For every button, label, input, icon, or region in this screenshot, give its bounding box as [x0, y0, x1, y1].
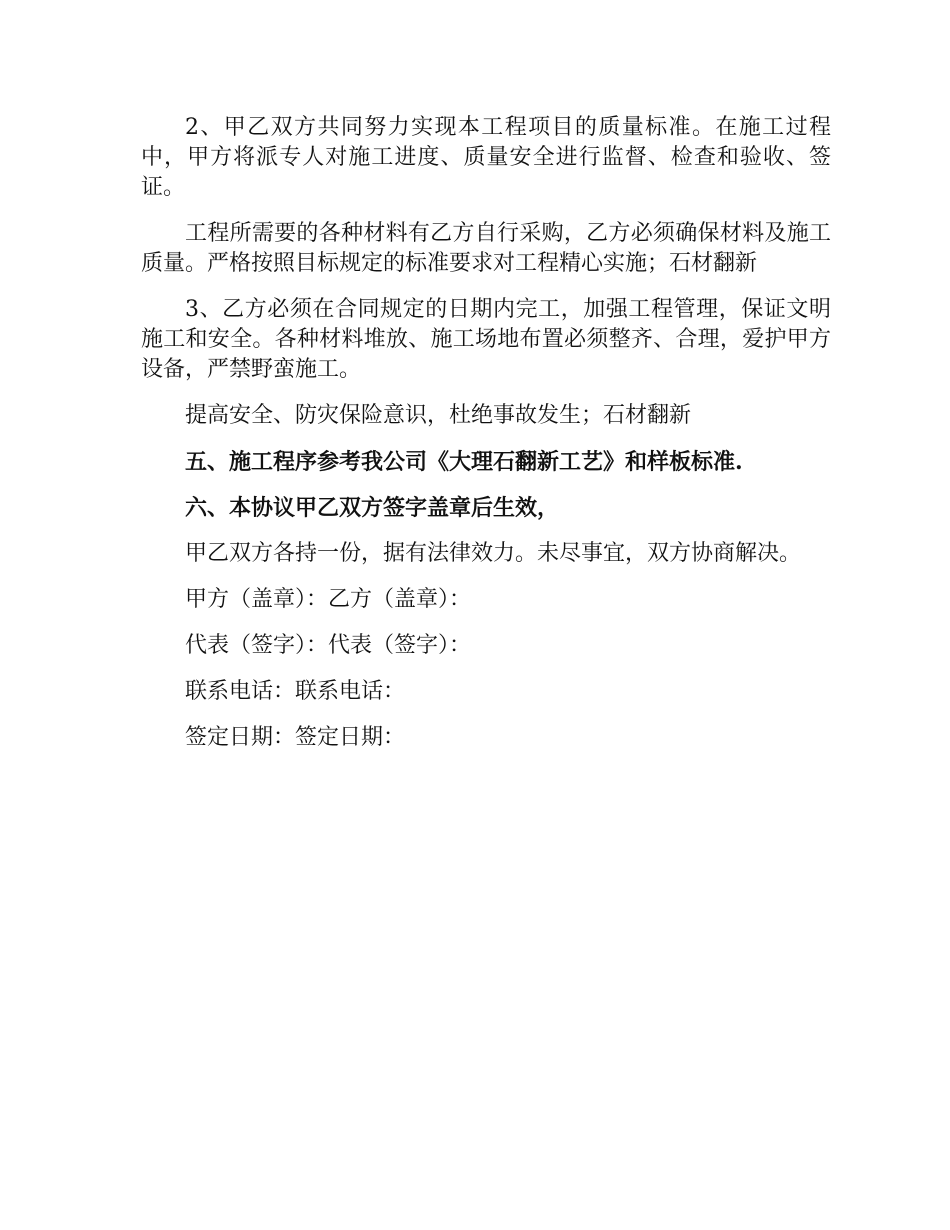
signature-line-representative: 代表（签字）：代表（签字）：	[185, 633, 472, 658]
document-body	[141, 113, 831, 769]
signature-line-date: 签定日期：签定日期：	[185, 725, 406, 750]
signature-line-phone: 联系电话：联系电话：	[185, 679, 406, 704]
paragraph-completion: 3、乙方必须在合同规定的日期内完工，加强工程管理，保证文明施工和安全。各种材料堆放、施工场地布置必须整齐、合理，爱护甲方设备，严禁野蛮施工。	[141, 297, 831, 382]
section-heading-effectiveness: 六、本协议甲乙双方签字盖章后生效，	[185, 495, 560, 521]
paragraph-copies: 甲乙双方各持一份，据有法律效力。未尽事宜，双方协商解决。	[185, 541, 802, 566]
paragraph-materials: 工程所需要的各种材料有乙方自行采购，乙方必须确保材料及施工质量。严格按照目标规定的标准要求对工程精心实施；石材翻新	[141, 221, 831, 276]
paragraph-quality-standard: 2、甲乙双方共同努力实现本工程项目的质量标准。在施工过程中，甲方将派专人对施工进度、质量安全进行监督、检查和验收、签证。	[141, 115, 831, 200]
paragraph-safety: 提高安全、防灾保险意识，杜绝事故发生；石材翻新	[185, 403, 692, 428]
section-heading-procedure: 五、施工程序参考我公司《大理石翻新工艺》和样板标准.	[185, 449, 743, 475]
signature-line-seal: 甲方（盖章）：乙方（盖章）：	[185, 587, 472, 612]
